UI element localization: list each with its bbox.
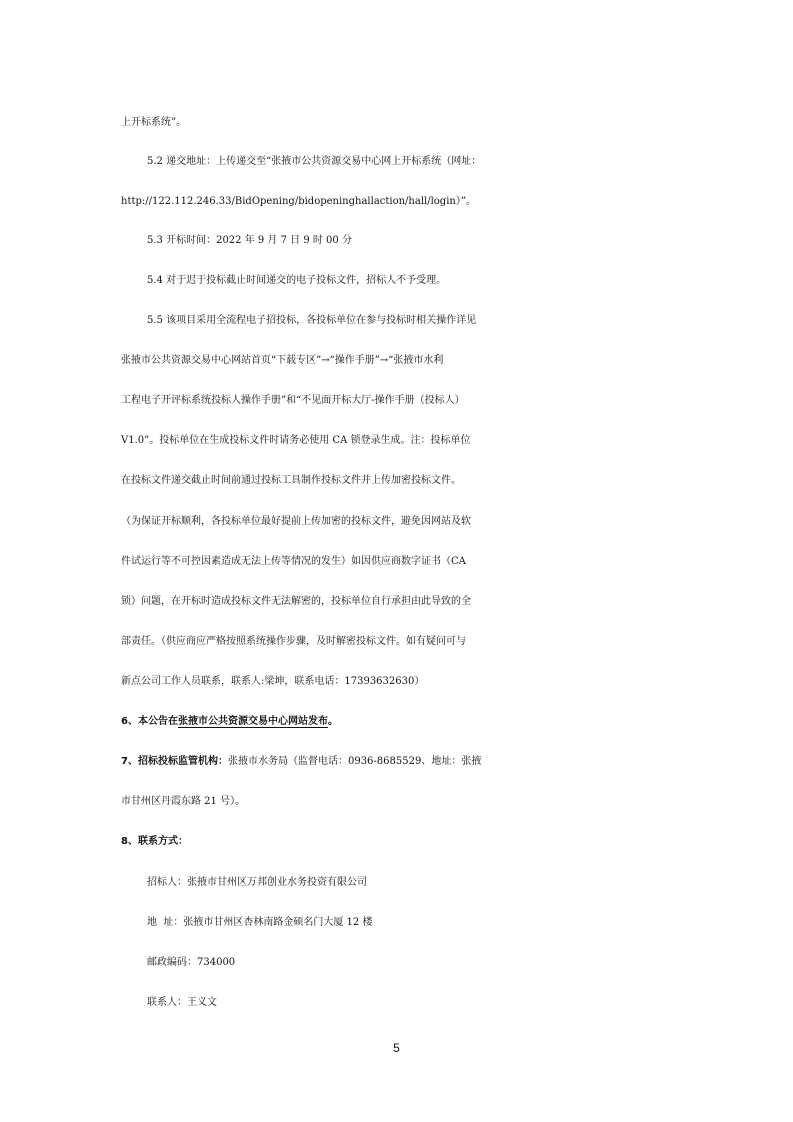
paragraph-line: 市甘州区丹霞东路 21 号）。 xyxy=(121,796,246,807)
contact-tenderer: 招标人：张掖市甘州区万邦创业水务投资有限公司 xyxy=(147,877,367,888)
paragraph-line: 上开标系统”。 xyxy=(121,117,187,128)
paragraph-line: 5.4 对于迟于投标截止时间递交的电子投标文件，招标人不予受理。 xyxy=(147,275,447,286)
paragraph-line: 部责任。（供应商应严格按照系统操作步骤，及时解密投标文件。如有疑问可与 xyxy=(121,636,466,647)
section-7-heading: 7、招标投标监管机构： xyxy=(121,756,228,767)
section-6-link-text: 张掖市公共资源交易中心网站发布 xyxy=(177,716,328,727)
section-6-suffix: 。 xyxy=(327,716,338,727)
paragraph-line: （为保证开标顺利，各投标单位最好提前上传加密的投标文件，避免因网站及软 xyxy=(121,516,471,527)
paragraph-line: 在投标文件递交截止时间前通过投标工具制作投标文件并上传加密投标文件。 xyxy=(121,475,461,486)
paragraph-line: 5.2 递交地址：上传递交至“张掖市公共资源交易中心网上开标系统（网址： xyxy=(147,156,482,167)
paragraph-line: http://122.112.246.33/BidOpening/bidopeninghallaction/hall/login）”。 xyxy=(121,196,476,207)
section-7-line xyxy=(0,750,793,774)
paragraph-line: V1.0”。投标单位在生成投标文件时请务必使用 CA 锁登录生成。注：投标单位 xyxy=(121,435,471,446)
paragraph-line: 工程电子开评标系统投标人操作手册”和“不见面开标大厅-操作手册（投标人） xyxy=(121,395,465,406)
paragraph-line: 新点公司工作人员联系，联系人:梁坤，联系电话：17393632630） xyxy=(121,676,425,687)
paragraph-line: 张掖市公共资源交易中心网站首页“下载专区”→“操作手册”→“张掖市水利 xyxy=(121,355,444,366)
section-7-text: 张掖市水务局（监督电话：0936-8685529、地址：张掖 xyxy=(227,756,482,767)
paragraph-line: 锁）问题，在开标时造成投标文件无法解密的，投标单位自行承担由此导致的全 xyxy=(121,596,471,607)
section-6 xyxy=(0,710,793,734)
section-8-heading: 8、联系方式： xyxy=(121,836,188,847)
paragraph-line: 件试运行等不可控因素造成无法上传等情况的发生）如因供应商数字证书（CA xyxy=(121,556,466,567)
contact-person: 联系人：王义文 xyxy=(147,997,217,1008)
paragraph-line: 5.5 该项目采用全流程电子招投标，各投标单位在参与投标时相关操作详见 xyxy=(147,315,477,326)
page-number: 5 xyxy=(393,1041,400,1055)
contact-postcode: 邮政编码：734000 xyxy=(147,957,236,968)
contact-address: 地 址：张掖市甘州区杏林南路金硕名门大厦 12 楼 xyxy=(147,917,373,928)
section-6-prefix: 6、本公告在 xyxy=(121,716,178,727)
paragraph-line: 5.3 开标时间：2022 年 9 月 7 日 9 时 00 分 xyxy=(147,235,352,246)
